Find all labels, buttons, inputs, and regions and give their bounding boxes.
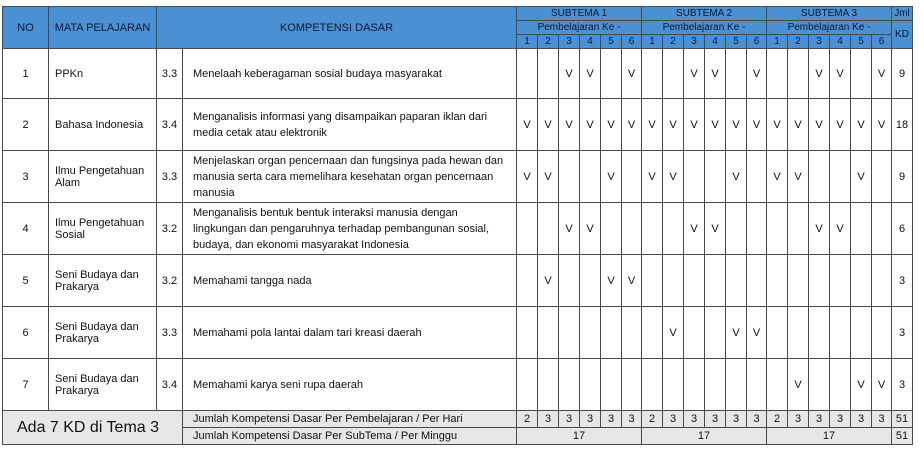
per-week-total: 51 <box>892 428 913 445</box>
per-day-count: 3 <box>726 411 747 428</box>
header-pembelajaran-number: 4 <box>580 35 601 49</box>
header-pembelajaran-number: 5 <box>726 35 747 49</box>
table-row <box>3 49 913 99</box>
row-mark: V <box>705 203 726 255</box>
row-mark <box>622 151 642 203</box>
row-mark <box>747 151 767 203</box>
row-jml: 18 <box>892 99 913 151</box>
row-mark <box>809 151 830 203</box>
per-day-label: Jumlah Kompetensi Dasar Per Pembelajaran / Per Hari <box>183 411 517 428</box>
row-mark <box>684 359 705 411</box>
row-mark: V <box>830 203 851 255</box>
header-pembelajaran-number: 3 <box>684 35 705 49</box>
summary-text: Ada 7 KD di Tema 3 <box>3 411 183 445</box>
row-mark <box>872 307 892 359</box>
row-mark <box>830 255 851 307</box>
row-mark <box>767 203 788 255</box>
row-mark <box>601 49 622 99</box>
row-kd-code: 3.2 <box>157 255 183 307</box>
table-row <box>3 203 913 255</box>
row-mark <box>517 255 538 307</box>
row-mark: V <box>788 359 809 411</box>
row-kd-code: 3.2 <box>157 203 183 255</box>
row-mark: V <box>767 151 788 203</box>
row-number: 5 <box>3 255 49 307</box>
per-week-count: 17 <box>642 428 767 445</box>
row-mark: V <box>726 99 747 151</box>
row-mark: V <box>726 151 747 203</box>
row-mark <box>788 203 809 255</box>
row-mark: V <box>705 99 726 151</box>
per-day-count: 3 <box>601 411 622 428</box>
kd-mapping-table <box>2 6 913 445</box>
row-number: 2 <box>3 99 49 151</box>
row-mark: V <box>705 49 726 99</box>
row-mark <box>872 203 892 255</box>
header-pembelajaran-number: 5 <box>601 35 622 49</box>
row-mark <box>767 307 788 359</box>
row-mark <box>559 307 580 359</box>
row-mata-pelajaran: PPKn <box>49 49 157 99</box>
row-mark <box>851 255 872 307</box>
row-mark: V <box>538 151 559 203</box>
row-kompetensi-dasar: Memahami pola lantai dalam tari kreasi daerah <box>183 307 517 359</box>
row-mark: V <box>809 203 830 255</box>
row-kompetensi-dasar: Menganalisis bentuk bentuk interaksi manusia dengan lingkungan dan pengaruhnya terhadap pembangunan sosial, budaya, dan ekonomi masyarakat Indonesia <box>183 203 517 255</box>
row-mark <box>705 151 726 203</box>
row-mata-pelajaran: Seni Budaya dan Prakarya <box>49 255 157 307</box>
row-mark <box>559 255 580 307</box>
row-jml: 6 <box>892 203 913 255</box>
table-row <box>3 99 913 151</box>
row-mark: V <box>726 307 747 359</box>
header-pembelajaran-number: 6 <box>622 35 642 49</box>
row-mark <box>747 203 767 255</box>
row-kompetensi-dasar: Memahami tangga nada <box>183 255 517 307</box>
row-mark <box>517 203 538 255</box>
row-jml: 9 <box>892 49 913 99</box>
row-mark <box>788 255 809 307</box>
row-number: 4 <box>3 203 49 255</box>
header-pembelajaran-2: Pembelajaran Ke - <box>642 21 767 35</box>
row-mark <box>663 359 684 411</box>
row-mata-pelajaran: Seni Budaya dan Prakarya <box>49 307 157 359</box>
header-subtema-2: SUBTEMA 2 <box>642 7 767 21</box>
row-number: 7 <box>3 359 49 411</box>
row-mark <box>788 49 809 99</box>
row-mark: V <box>642 99 663 151</box>
row-mark <box>517 307 538 359</box>
row-mark: V <box>517 151 538 203</box>
row-mark <box>580 359 601 411</box>
row-mark: V <box>851 359 872 411</box>
row-mark <box>851 49 872 99</box>
header-mata-pelajaran: MATA PELAJARAN <box>49 7 157 49</box>
header-pembelajaran-number: 5 <box>851 35 872 49</box>
header-pembelajaran-number: 2 <box>538 35 559 49</box>
row-mark <box>538 307 559 359</box>
row-mark: V <box>747 99 767 151</box>
row-mark <box>684 307 705 359</box>
header-pembelajaran-1: Pembelajaran Ke - <box>517 21 642 35</box>
per-day-count: 3 <box>830 411 851 428</box>
row-number: 3 <box>3 151 49 203</box>
row-mata-pelajaran: Bahasa Indonesia <box>49 99 157 151</box>
per-day-count: 3 <box>851 411 872 428</box>
row-mark: V <box>872 99 892 151</box>
per-week-label: Jumlah Kompetensi Dasar Per SubTema / Per Minggu <box>183 428 517 445</box>
row-kompetensi-dasar: Memahami karya seni rupa daerah <box>183 359 517 411</box>
row-mark: V <box>851 151 872 203</box>
row-mark <box>851 203 872 255</box>
header-jml-kd: KD <box>892 21 913 49</box>
row-mark: V <box>622 255 642 307</box>
per-day-count: 3 <box>622 411 642 428</box>
row-mark: V <box>684 49 705 99</box>
table-row <box>3 255 913 307</box>
row-mark: V <box>747 307 767 359</box>
row-mark <box>601 359 622 411</box>
row-jml: 3 <box>892 255 913 307</box>
row-number: 1 <box>3 49 49 99</box>
row-mark: V <box>559 49 580 99</box>
row-mark <box>538 49 559 99</box>
row-mark: V <box>580 99 601 151</box>
row-mark <box>642 49 663 99</box>
row-mata-pelajaran: Ilmu Pengetahuan Alam <box>49 151 157 203</box>
row-mark: V <box>622 49 642 99</box>
row-mark <box>726 49 747 99</box>
row-mark <box>726 255 747 307</box>
row-kd-code: 3.4 <box>157 99 183 151</box>
row-kompetensi-dasar: Menganalisis informasi yang disampaikan paparan iklan dari media cetak atau elektronik <box>183 99 517 151</box>
row-mark: V <box>747 49 767 99</box>
row-mark <box>788 307 809 359</box>
row-mark: V <box>601 255 622 307</box>
row-mark <box>642 255 663 307</box>
row-mark <box>830 307 851 359</box>
row-mark: V <box>601 151 622 203</box>
row-mark <box>767 49 788 99</box>
row-kd-code: 3.3 <box>157 307 183 359</box>
row-mark <box>538 359 559 411</box>
row-mark: V <box>788 151 809 203</box>
row-mark <box>747 255 767 307</box>
row-number: 6 <box>3 307 49 359</box>
row-mata-pelajaran: Seni Budaya dan Prakarya <box>49 359 157 411</box>
per-day-count: 2 <box>767 411 788 428</box>
row-mark: V <box>809 99 830 151</box>
row-mark: V <box>517 99 538 151</box>
header-pembelajaran-number: 3 <box>809 35 830 49</box>
per-day-count: 3 <box>788 411 809 428</box>
row-kompetensi-dasar: Menjelaskan organ pencernaan dan fungsinya pada hewan dan manusia serta cara memelihara kesehatan organ pencernaan manusia <box>183 151 517 203</box>
table-row <box>3 359 913 411</box>
row-mark: V <box>684 99 705 151</box>
header-subtema-3: SUBTEMA 3 <box>767 7 892 21</box>
row-mark <box>622 359 642 411</box>
row-mark: V <box>872 359 892 411</box>
row-mark <box>705 359 726 411</box>
row-mark <box>601 307 622 359</box>
row-kd-code: 3.3 <box>157 49 183 99</box>
row-mark: V <box>663 151 684 203</box>
row-mark: V <box>788 99 809 151</box>
row-mark <box>538 203 559 255</box>
row-mark: V <box>684 203 705 255</box>
per-day-count: 3 <box>684 411 705 428</box>
row-mark <box>851 307 872 359</box>
row-mark <box>872 151 892 203</box>
row-mark: V <box>622 99 642 151</box>
row-mark <box>601 203 622 255</box>
per-day-count: 3 <box>559 411 580 428</box>
table-row <box>3 307 913 359</box>
row-jml: 3 <box>892 307 913 359</box>
row-mark <box>872 255 892 307</box>
header-pembelajaran-3: Pembelajaran Ke - <box>767 21 892 35</box>
per-day-count: 2 <box>517 411 538 428</box>
row-jml: 9 <box>892 151 913 203</box>
row-mark <box>830 359 851 411</box>
header-kompetensi-dasar: KOMPETENSI DASAR <box>157 7 517 49</box>
header-pembelajaran-number: 1 <box>767 35 788 49</box>
row-mark <box>705 307 726 359</box>
row-kd-code: 3.4 <box>157 359 183 411</box>
header-pembelajaran-number: 1 <box>517 35 538 49</box>
row-mark <box>809 307 830 359</box>
row-mark: V <box>538 99 559 151</box>
row-mark <box>767 255 788 307</box>
row-mark <box>663 203 684 255</box>
row-mark <box>517 359 538 411</box>
row-mark <box>726 203 747 255</box>
header-pembelajaran-number: 6 <box>872 35 892 49</box>
row-jml: 3 <box>892 359 913 411</box>
row-mark: V <box>601 99 622 151</box>
row-mark: V <box>580 203 601 255</box>
header-subtema-1: SUBTEMA 1 <box>517 7 642 21</box>
row-mark <box>747 359 767 411</box>
row-mata-pelajaran: Ilmu Pengetahuan Sosial <box>49 203 157 255</box>
header-jml: Jml <box>892 7 913 21</box>
per-day-count: 2 <box>642 411 663 428</box>
header-pembelajaran-number: 2 <box>663 35 684 49</box>
per-day-count: 3 <box>705 411 726 428</box>
row-mark <box>663 49 684 99</box>
row-mark: V <box>830 49 851 99</box>
row-mark <box>684 151 705 203</box>
row-mark: V <box>663 99 684 151</box>
row-kd-code: 3.3 <box>157 151 183 203</box>
header-pembelajaran-number: 3 <box>559 35 580 49</box>
row-mark <box>580 307 601 359</box>
row-mark <box>580 255 601 307</box>
row-mark: V <box>580 49 601 99</box>
row-mark: V <box>538 255 559 307</box>
per-day-count: 3 <box>747 411 767 428</box>
row-kompetensi-dasar: Menelaah keberagaman sosial budaya masyarakat <box>183 49 517 99</box>
header-pembelajaran-number: 4 <box>830 35 851 49</box>
per-week-count: 17 <box>767 428 892 445</box>
row-mark <box>705 255 726 307</box>
row-mark <box>559 151 580 203</box>
row-mark: V <box>559 99 580 151</box>
row-mark <box>642 359 663 411</box>
row-mark <box>622 203 642 255</box>
row-mark: V <box>872 49 892 99</box>
row-mark <box>809 359 830 411</box>
header-no: NO <box>3 7 49 49</box>
row-mark <box>830 151 851 203</box>
row-mark <box>642 203 663 255</box>
per-day-count: 3 <box>580 411 601 428</box>
row-mark: V <box>767 99 788 151</box>
row-mark <box>767 359 788 411</box>
row-mark <box>809 255 830 307</box>
row-mark <box>642 307 663 359</box>
row-mark <box>663 255 684 307</box>
header-pembelajaran-number: 1 <box>642 35 663 49</box>
table-row <box>3 151 913 203</box>
per-day-count: 3 <box>538 411 559 428</box>
row-mark: V <box>663 307 684 359</box>
header-pembelajaran-number: 2 <box>788 35 809 49</box>
per-day-total: 51 <box>892 411 913 428</box>
row-mark <box>684 255 705 307</box>
row-mark <box>622 307 642 359</box>
per-week-count: 17 <box>517 428 642 445</box>
per-day-count: 3 <box>663 411 684 428</box>
header-pembelajaran-number: 4 <box>705 35 726 49</box>
row-mark: V <box>830 99 851 151</box>
row-mark: V <box>559 203 580 255</box>
row-mark: V <box>809 49 830 99</box>
row-mark <box>580 151 601 203</box>
per-day-count: 3 <box>809 411 830 428</box>
row-mark <box>517 49 538 99</box>
per-day-count: 3 <box>872 411 892 428</box>
header-pembelajaran-number: 6 <box>747 35 767 49</box>
row-mark <box>726 359 747 411</box>
row-mark <box>559 359 580 411</box>
row-mark: V <box>642 151 663 203</box>
row-mark: V <box>851 99 872 151</box>
